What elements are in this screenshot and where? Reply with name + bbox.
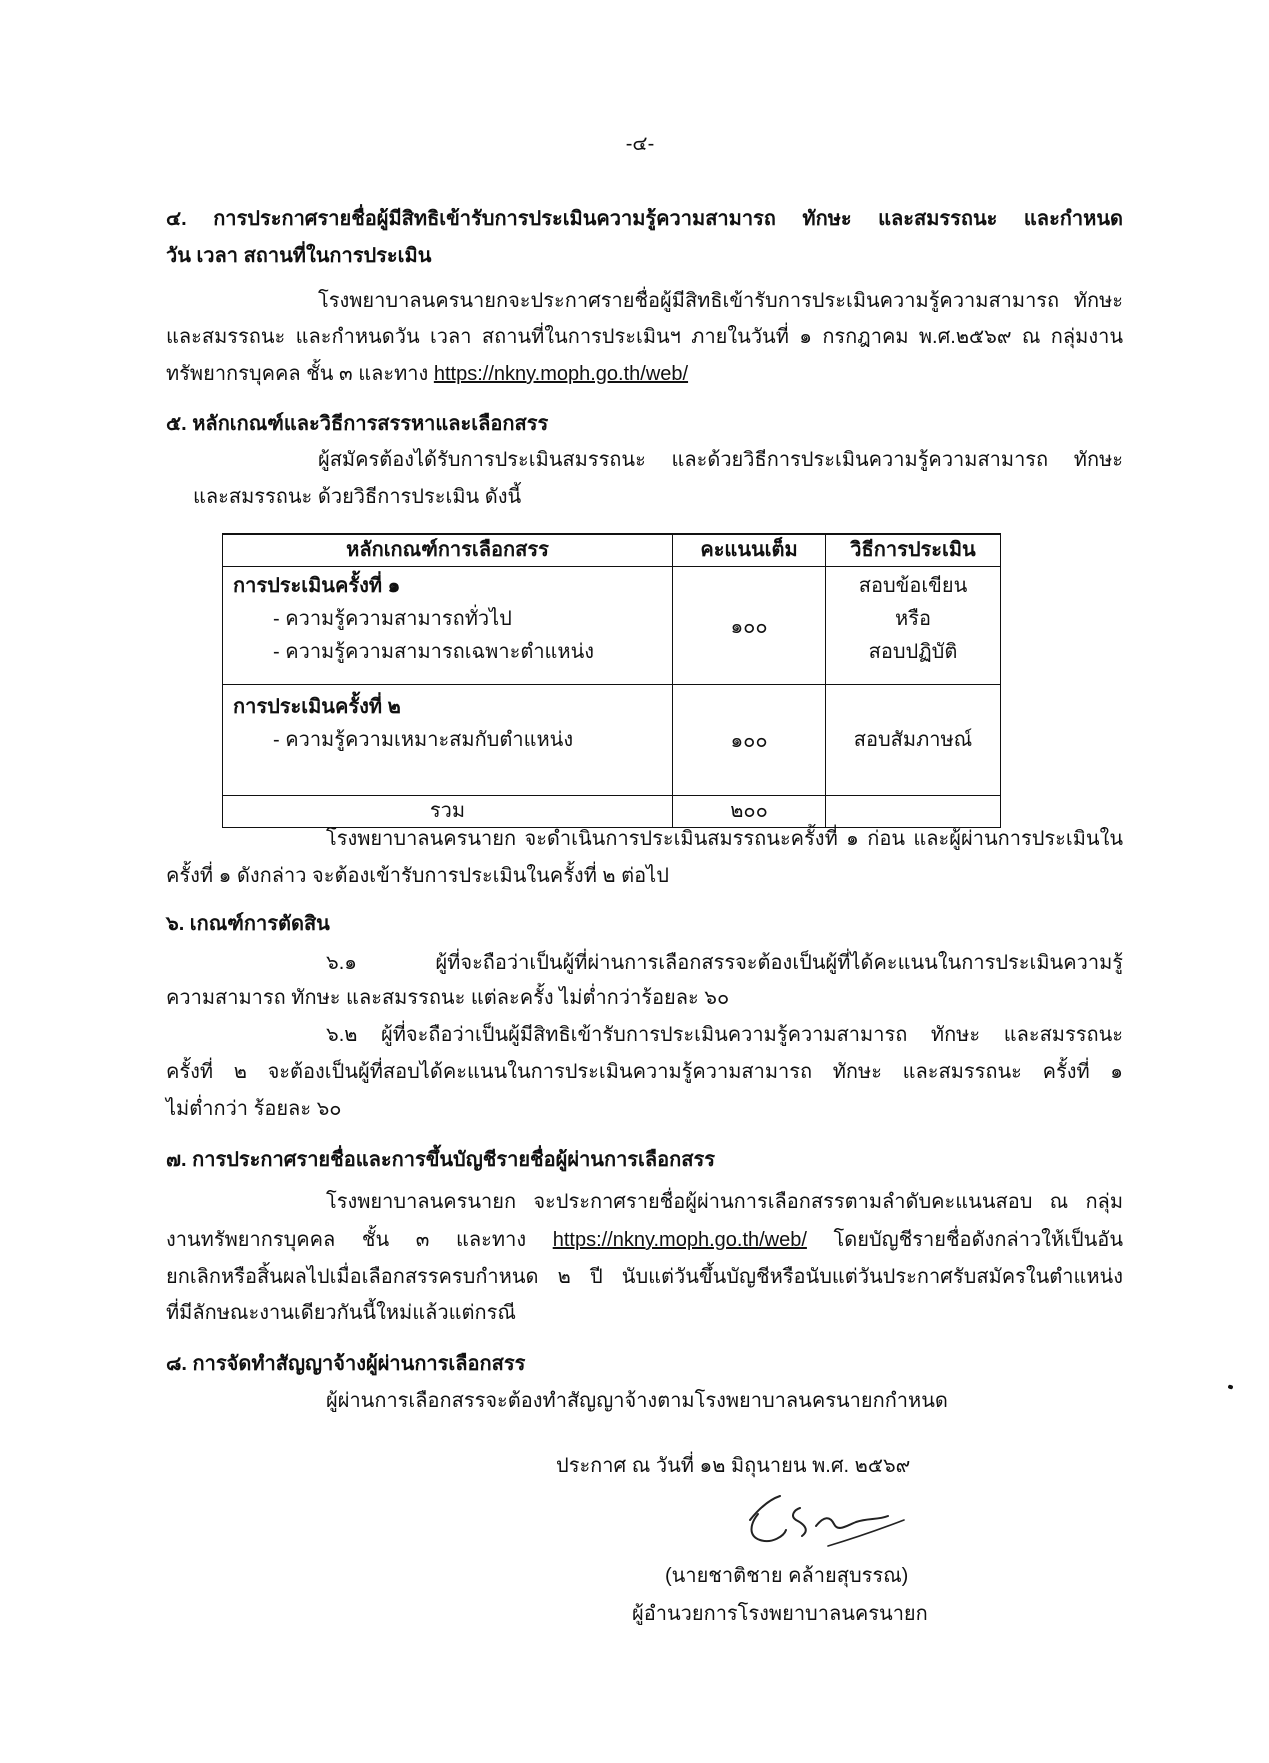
method-line: สอบปฏิบัติ [868,641,958,663]
s7-body-line-1: โรงพยาบาลนครนายก จะประกาศรายชื่อผู้ผ่านการเลือกสรรตามลำดับคะแนนสอบ ณ กลุ่ม [326,1191,1123,1213]
table-header-row [223,534,1001,567]
criteria-item: - ความรู้ความสามารถทั่วไป [273,608,512,630]
s8-heading: ๘. การจัดทำสัญญาจ้างผู้ผ่านการเลือกสรร [166,1353,526,1375]
s6-item2-line-2: ครั้งที่ ๒ จะต้องเป็นผู้ที่สอบได้คะแนนในการประเมินความรู้ความสามารถ ทักษะ และสมรรถนะ ครั้งที่ ๑ [166,1061,1123,1083]
s7-heading: ๗. การประกาศรายชื่อและการขึ้นบัญชีรายชื่อผู้ผ่านการเลือกสรร [166,1149,715,1171]
s7-body-line-2-before: งานทรัพยากรบุคคล ชั้น ๓ และทาง [166,1229,527,1251]
s8-body: ผู้ผ่านการเลือกสรรจะต้องทำสัญญาจ้างตามโรงพยาบาลนครนายกกำหนด [326,1390,948,1412]
s4-body-line-3 [166,359,688,389]
s7-body-line-4: ที่มีลักษณะงานเดียวกันนี้ใหม่แล้วแต่กรณี [166,1302,516,1324]
s7-body-line-2 [166,1225,1123,1255]
total-score: ๒๐๐ [673,796,826,828]
header-criteria: หลักเกณฑ์การเลือกสรร [223,534,673,567]
score-cell: ๑๐๐ [673,567,826,685]
scan-speck [1227,1384,1233,1389]
announcement-date: ประกาศ ณ วันที่ ๑๒ มิถุนายน พ.ศ. ๒๕๖๙ [556,1455,911,1477]
s6-item1-line-1: ๖.๑ ผู้ที่จะถือว่าเป็นผู้ที่ผ่านการเลือกสรรจะต้องเป็นผู้ที่ได้คะแนนในการประเมินความรู้ [326,952,1123,974]
s7-body-line-2-after: โดยบัญชีรายชื่อดังกล่าวให้เป็นอัน [833,1229,1123,1251]
method-cell [826,685,1001,796]
page-number: -๔- [625,133,655,155]
s7-website-link[interactable]: https://nkny.moph.go.th/web/ [552,1229,807,1251]
signer-name: (นายชาติชาย คล้ายสุบรรณ) [665,1565,909,1587]
signature-image [728,1486,913,1558]
table-row [223,567,1001,685]
s5-after-table-line-1: โรงพยาบาลนครนายก จะดำเนินการประเมินสมรรถนะครั้งที่ ๑ ก่อน และผู้ผ่านการประเมินใน [326,828,1123,850]
round-title: การประเมินครั้งที่ ๑ [233,575,401,597]
s6-heading: ๖. เกณฑ์การตัดสิน [166,913,330,935]
s6-item2-line-3: ไม่ต่ำกว่า ร้อยละ ๖๐ [166,1098,342,1120]
s4-heading-line-2: วัน เวลา สถานที่ในการประเมิน [166,245,432,267]
table-total-row [223,796,1001,828]
table-row [223,685,1001,796]
criteria-item: - ความรู้ความเหมาะสมกับตำแหน่ง [273,729,574,751]
s5-body-line-2: และสมรรถนะ ด้วยวิธีการประเมิน ดังนี้ [193,486,522,508]
s5-after-table-line-2: ครั้งที่ ๑ ดังกล่าว จะต้องเข้ารับการประเมินในครั้งที่ ๒ ต่อไป [166,865,669,887]
s4-heading-line-1: ๔. การประกาศรายชื่อผู้มีสิทธิเข้ารับการประเมินความรู้ความสามารถ ทักษะ และสมรรถนะ และกำหนด [166,208,1123,230]
s7-body-line-3: ยกเลิกหรือสิ้นผลไปเมื่อเลือกสรรครบกำหนด ๒ ปี นับแต่วันขึ้นบัญชีหรือนับแต่วันประกาศรับสมัครในตำแหน่ง [166,1266,1123,1288]
method-line: สอบสัมภาษณ์ [853,728,973,751]
method-cell [826,567,1001,685]
total-label: รวม [223,796,673,828]
s4-body-line-1: โรงพยาบาลนครนายกจะประกาศรายชื่อผู้มีสิทธิเข้ารับการประเมินความรู้ความสามารถ ทักษะ [318,290,1123,312]
criteria-cell [223,685,673,796]
method-line: หรือ [895,608,931,630]
s6-item1-line-2: ความสามารถ ทักษะ และสมรรถนะ แต่ละครั้ง ไม่ต่ำกว่าร้อยละ ๖๐ [166,987,730,1009]
s6-item2-line-1: ๖.๒ ผู้ที่จะถือว่าเป็นผู้มีสิทธิเข้ารับการประเมินความรู้ความสามารถ ทักษะ และสมรรถนะ [326,1024,1123,1046]
s4-website-link[interactable]: https://nkny.moph.go.th/web/ [433,363,689,385]
round-title: การประเมินครั้งที่ ๒ [233,696,401,718]
criteria-cell [223,567,673,685]
criteria-table [222,533,1001,828]
criteria-item: - ความรู้ความสามารถเฉพาะตำแหน่ง [273,641,595,663]
header-full-score: คะแนนเต็ม [673,534,826,567]
s4-body-line-2: และสมรรถนะ และกำหนดวัน เวลา สถานที่ในการประเมินฯ ภายในวันที่ ๑ กรกฎาคม พ.ศ.๒๕๖๙ ณ กลุ่มงาน [166,326,1123,348]
s4-body-line-3-text: ทรัพยากรบุคคล ชั้น ๓ และทาง [166,363,429,385]
score-cell: ๑๐๐ [673,685,826,796]
total-method-empty [826,796,1001,828]
s5-heading: ๕. หลักเกณฑ์และวิธีการสรรหาและเลือกสรร [166,413,549,435]
signer-title: ผู้อำนวยการโรงพยาบาลนครนายก [632,1603,928,1625]
header-method: วิธีการประเมิน [826,534,1001,567]
method-line: สอบข้อเขียน [858,575,968,597]
s5-body-line-1: ผู้สมัครต้องได้รับการประเมินสมรรถนะ และด้วยวิธีการประเมินความรู้ความสามารถ ทักษะ [318,449,1123,471]
